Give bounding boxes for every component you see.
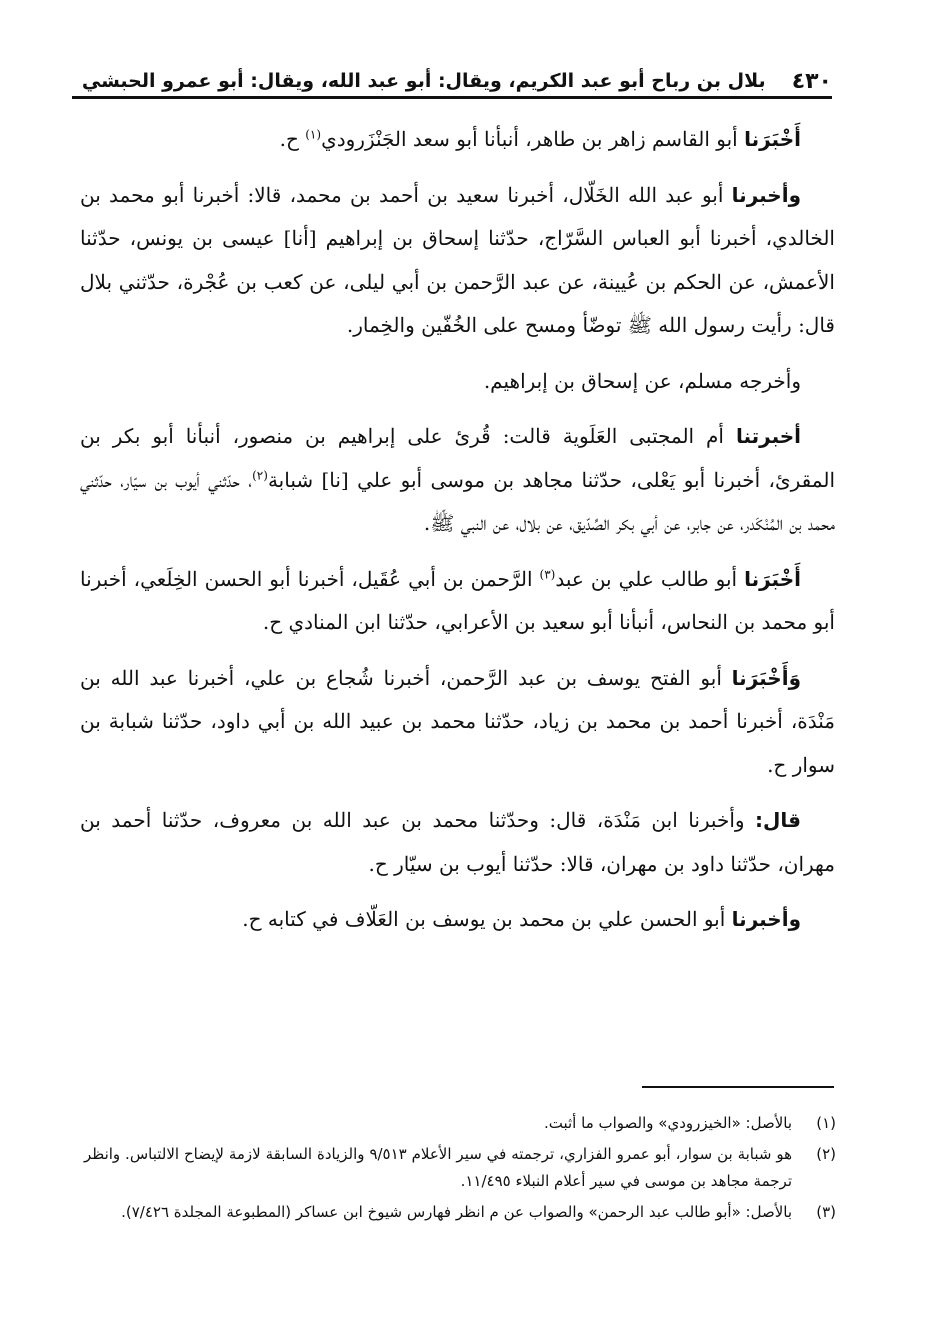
footnote-number: (٣) <box>816 1203 836 1221</box>
paragraph-text-cont: ، حدّثني أيوب بن سيّار، حدّثني محمد بن المُنْكَدر، عن جابر، عن أبي بكر الصِّدّيق، عن بلال، عن النبي ﷺ. <box>80 467 835 535</box>
main-text <box>80 118 835 954</box>
footnote <box>84 1110 836 1137</box>
narration-keyword: أخبرتنا <box>735 424 801 448</box>
paragraph-text-cont: ح. <box>279 127 306 151</box>
footnote-text: بالأصل: «أبو طالب عبد الرحمن» والصواب عن م انظر فهارس شيوخ ابن عساكر (المطبوعة المجلدة ٧/٤٢٦). <box>121 1203 792 1221</box>
page-number: ٤٣٠ <box>791 69 832 94</box>
footnote-text: هو شبابة بن سوار، أبو عمرو الفزاري، ترجمته في سير الأعلام ٩/٥١٣ والزيادة السابقة لازمة لإيضاح الالتباس. وانظر ترجمة مجاهد بن موسى في سير أعلام النبلاء ١١/٤٩٥. <box>84 1145 793 1190</box>
footnote-ref: (٣) <box>539 566 556 581</box>
paragraph-text: وأخبرنا ابن مَنْدَة، قال: وحدّثنا محمد بن عبد الله بن معروف، حدّثنا أحمد بن مهران، حدّثنا داود بن مهران، قالا: حدّثنا أيوب بن سيّار ح. <box>80 808 835 876</box>
paragraph <box>80 118 835 162</box>
paragraph <box>80 657 835 788</box>
footnotes <box>84 1110 836 1230</box>
narration-keyword: قال: <box>755 808 801 832</box>
footnote-divider <box>642 1086 834 1088</box>
paragraph-text: أبو القاسم زاهر بن طاهر، أنبأنا أبو سعد الجَنْزَرودي <box>321 127 745 151</box>
paragraph <box>80 360 835 404</box>
narration-keyword: وَأَخْبَرَنا <box>731 665 801 690</box>
footnote-ref: (١) <box>305 127 322 142</box>
footnote <box>84 1199 836 1226</box>
footnote <box>84 1141 836 1195</box>
paragraph <box>80 174 835 348</box>
narration-keyword: أَخْبَرَنا <box>744 566 801 591</box>
paragraph <box>80 415 835 546</box>
paragraph-text: أبو طالب علي بن عبد <box>555 566 745 591</box>
paragraph <box>80 558 835 645</box>
narration-keyword: أَخْبَرَنا <box>744 127 801 151</box>
footnote-number: (١) <box>816 1114 836 1132</box>
paragraph-text: أبو الحسن علي بن محمد بن يوسف بن العَلّاف في كتابه ح. <box>242 907 732 931</box>
paragraph-text: وأخرجه مسلم، عن إسحاق بن إبراهيم. <box>483 368 801 393</box>
paragraph <box>80 898 835 942</box>
paragraph-text: أبو عبد الله الخَلّال، أخبرنا سعيد بن أحمد بن محمد، قالا: أخبرنا أبو محمد بن الخالدي، أخبرنا أبو العباس السَّرّاج، حدّثنا إسحاق بن إبراهيم [أنا] عيسى بن يونس، حدّثنا الأعمش، عن الحكم بن عُيينة، عن عبد الرَّحمن بن أبي ليلى، عن كعب بن عُجْرة، حدّثني بلال قال: رأيت رسول الله ﷺ توضّأ ومسح على الخُفّين والخِمار. <box>80 182 835 337</box>
narration-keyword: وأخبرنا <box>731 907 801 931</box>
footnote-number: (٢) <box>816 1145 836 1163</box>
paragraph-text: أبو الفتح يوسف بن عبد الرَّحمن، أخبرنا شُجاع بن علي، أخبرنا عبد الله بن مَنْدَة، أخبرنا أحمد بن محمد بن زياد، حدّثنا محمد بن عبيد الله بن أبي داود، حدّثنا شبابة بن سوار ح. <box>80 665 835 777</box>
footnote-ref: (٢) <box>252 467 268 482</box>
page-header <box>72 58 832 99</box>
paragraph <box>80 799 835 886</box>
footnote-text: بالأصل: «الخيزرودي» والصواب ما أثبت. <box>543 1114 792 1132</box>
narration-keyword: وأخبرنا <box>731 182 801 207</box>
running-title: بلال بن رباح أبو عبد الكريم، ويقال: أبو عبد الله، ويقال: أبو عمرو الحبشي <box>81 70 766 92</box>
paragraph-text-cont: الرَّحمن بن أبي عُقَيل، أخبرنا أبو الحسن الخِلَعي، أخبرنا أبو محمد بن النحاس، أنبأنا أبو سعيد بن الأعرابي، حدّثنا ابن المنادي ح. <box>80 566 835 634</box>
paragraph-text: أم المجتبى العَلَوية قالت: قُرئ على إبراهيم بن منصور، أنبأنا أبو بكر بن المقرئ، أخبرنا أبو يَعْلى، حدّثنا مجاهد بن موسى أبو علي [نا] شبابة <box>80 424 835 492</box>
